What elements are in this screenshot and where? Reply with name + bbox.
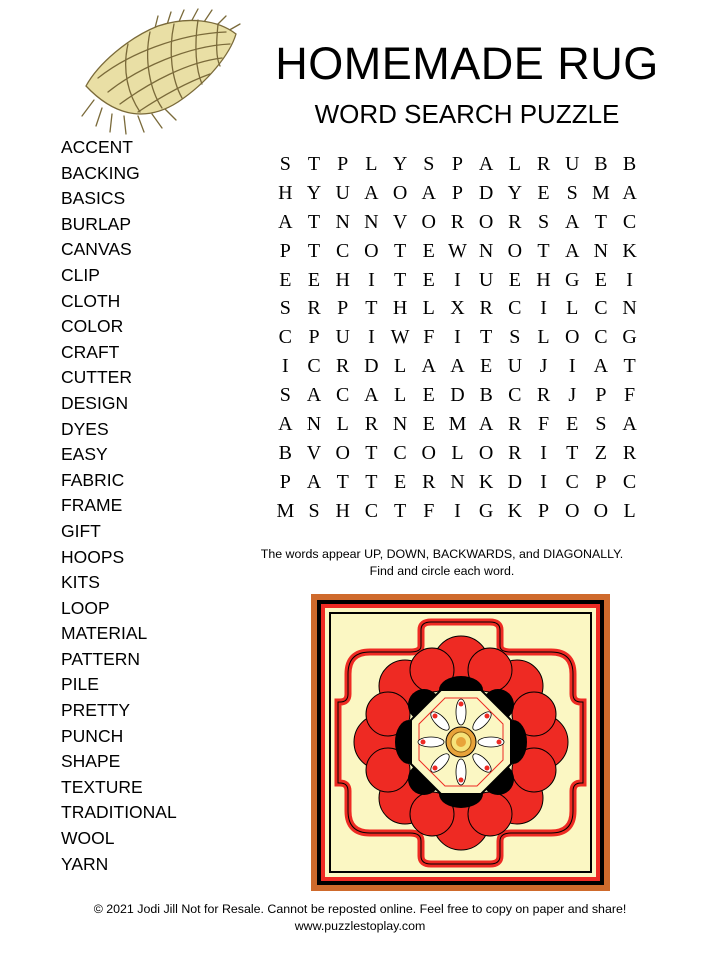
grid-cell: C: [594, 326, 608, 349]
grid-cell: E: [508, 268, 521, 291]
grid-cell: C: [508, 384, 522, 407]
grid-cell: Z: [594, 441, 608, 464]
grid-cell: A: [622, 413, 637, 436]
grid-cell: C: [278, 326, 293, 349]
grid-cell: C: [594, 297, 608, 320]
grid-cell: D: [507, 470, 523, 493]
grid-cell: T: [566, 441, 579, 464]
grid-cell: C: [336, 239, 350, 262]
grid-cell: N: [478, 239, 494, 262]
grid-cell: E: [594, 268, 608, 291]
footer-url: www.puzzlestoplay.com: [294, 919, 426, 933]
grid-cell: P: [451, 153, 464, 175]
grid-cell: L: [566, 297, 579, 320]
grid-row: [271, 497, 644, 526]
word-list-item: WOOL: [61, 828, 115, 849]
word-list-item: YARN: [61, 853, 109, 874]
grid-cell: A: [564, 239, 580, 262]
grid-cell: O: [392, 181, 408, 204]
grid-cell: A: [593, 355, 609, 378]
grid-cell: I: [540, 441, 547, 464]
page-subtitle: WORD SEARCH PUZZLE: [314, 99, 620, 129]
grid-cell: H: [536, 268, 551, 291]
grid-cell: X: [450, 297, 465, 320]
grid-cell: M: [592, 181, 610, 204]
word-list-item: KITS: [61, 572, 100, 593]
grid-cell: E: [307, 268, 321, 291]
grid-cell: R: [536, 153, 551, 175]
word-list-item: SHAPE: [61, 751, 121, 772]
grid-cell: J: [539, 355, 548, 378]
grid-cell: H: [335, 268, 350, 291]
grid-cell: A: [278, 413, 293, 436]
grid-cell: O: [335, 441, 350, 464]
grid-cell: V: [306, 441, 322, 464]
grid-cell: R: [508, 441, 522, 464]
word-list-item: COLOR: [61, 316, 124, 337]
grid-cell: T: [307, 239, 321, 262]
grid-cell: S: [423, 153, 435, 175]
grid-cell: N: [392, 413, 408, 436]
grid-cell: P: [451, 181, 464, 204]
grid-cell: P: [337, 153, 349, 175]
grid-cell: H: [392, 297, 408, 320]
word-list-item: PATTERN: [61, 648, 141, 669]
grid-cell: E: [393, 470, 407, 493]
grid-cell: P: [595, 470, 607, 493]
grid-cell: T: [336, 470, 349, 493]
grid-cell: N: [364, 210, 379, 233]
word-list-item: MATERIAL: [61, 623, 148, 644]
grid-cell: F: [423, 326, 435, 349]
grid-cell: P: [308, 326, 320, 349]
grid-cell: A: [564, 210, 580, 233]
grid-cell: G: [622, 326, 637, 349]
word-list-item: DESIGN: [61, 392, 129, 413]
grid-cell: D: [450, 384, 465, 407]
word-list-item: ACCENT: [61, 137, 133, 157]
grid-cell: G: [478, 499, 494, 522]
grid-cell: C: [622, 470, 637, 493]
grid-cell: G: [564, 268, 580, 291]
letter-grid: [271, 150, 644, 526]
grid-cell: L: [623, 499, 636, 522]
grid-cell: R: [364, 413, 379, 436]
grid-cell: B: [479, 384, 493, 407]
grid-row: [271, 179, 644, 208]
grid-cell: N: [306, 413, 322, 436]
grid-cell: B: [594, 153, 608, 175]
grid-cell: P: [279, 470, 291, 493]
grid-cell: Y: [507, 181, 523, 204]
grid-cell: U: [335, 326, 350, 349]
grid-cell: E: [566, 413, 579, 436]
grid-cell: H: [278, 181, 293, 204]
grid-cell: U: [478, 268, 494, 291]
grid-cell: I: [626, 268, 633, 291]
grid-cell: E: [422, 384, 435, 407]
grid-cell: K: [507, 499, 523, 522]
grid-cell: S: [566, 181, 578, 204]
footer-copyright: © 2021 Jodi Jill Not for Resale. Cannot be reposted online. Feel free to copy on paper and share!: [93, 902, 627, 916]
word-list-item: GIFT: [61, 520, 101, 541]
grid-cell: S: [279, 297, 291, 320]
word-list: [61, 135, 177, 877]
grid-cell: I: [368, 268, 375, 291]
grid-cell: U: [507, 355, 523, 378]
grid-cell: I: [454, 499, 461, 522]
grid-cell: E: [422, 268, 435, 291]
grid-cell: O: [564, 326, 580, 349]
word-list-item: PILE: [61, 674, 99, 695]
grid-cell: N: [622, 297, 637, 320]
grid-cell: R: [450, 210, 465, 233]
grid-cell: K: [622, 239, 637, 262]
grid-cell: T: [365, 441, 378, 464]
grid-row: [271, 410, 644, 439]
grid-cell: P: [279, 239, 291, 262]
grid-row: [271, 294, 644, 323]
word-list-item: DYES: [61, 418, 109, 439]
grid-row: [271, 381, 644, 410]
grid-cell: T: [594, 210, 608, 233]
word-list-item: FRAME: [61, 495, 123, 516]
word-list-item: CRAFT: [61, 341, 120, 362]
grid-cell: R: [422, 470, 436, 493]
grid-cell: O: [507, 239, 523, 262]
grid-cell: C: [622, 210, 637, 233]
grid-cell: R: [622, 441, 637, 464]
grid-cell: T: [365, 297, 378, 320]
word-list-item: PRETTY: [61, 700, 131, 721]
word-list-item: HOOPS: [61, 546, 125, 567]
grid-cell: L: [508, 153, 521, 175]
word-list-item: CLIP: [61, 264, 100, 285]
word-list-item: EASY: [61, 444, 108, 465]
grid-cell: P: [337, 297, 349, 320]
grid-cell: Y: [392, 153, 408, 175]
grid-row: [271, 266, 644, 295]
grid-cell: O: [478, 441, 494, 464]
grid-cell: U: [335, 181, 350, 204]
word-list-item: BACKING: [61, 162, 140, 183]
grid-cell: C: [393, 441, 407, 464]
grid-cell: D: [364, 355, 379, 378]
grid-cell: S: [279, 153, 291, 175]
grid-cell: O: [364, 239, 379, 262]
grid-cell: A: [306, 384, 322, 407]
grid-cell: R: [479, 297, 493, 320]
grid-cell: I: [454, 268, 461, 291]
grid-cell: C: [364, 499, 379, 522]
word-list-item: FABRIC: [61, 469, 125, 490]
grid-cell: T: [393, 268, 407, 291]
grid-cell: E: [422, 239, 435, 262]
grid-cell: T: [393, 239, 407, 262]
grid-cell: R: [536, 384, 551, 407]
word-list-item: CUTTER: [61, 367, 132, 388]
instructions-line-1: The words appear UP, DOWN, BACKWARDS, and DIAGONALLY.: [260, 547, 624, 561]
grid-cell: A: [278, 210, 293, 233]
grid-cell: S: [279, 384, 291, 407]
grid-cell: I: [540, 297, 547, 320]
grid-cell: J: [568, 384, 577, 407]
grid-cell: T: [537, 239, 550, 262]
page-title: HOMEMADE RUG: [275, 38, 659, 89]
word-list-item: TRADITIONAL: [61, 802, 177, 823]
grid-cell: I: [368, 326, 375, 349]
grid-cell: T: [307, 210, 321, 233]
grid-cell: O: [421, 441, 436, 464]
grid-cell: T: [393, 499, 407, 522]
grid-cell: O: [421, 210, 436, 233]
grid-cell: N: [450, 470, 465, 493]
grid-cell: R: [508, 210, 522, 233]
grid-cell: L: [537, 326, 550, 349]
grid-row: [271, 323, 644, 352]
grid-cell: N: [593, 239, 609, 262]
grid-cell: L: [422, 297, 435, 320]
grid-cell: O: [478, 210, 494, 233]
grid-cell: T: [623, 355, 636, 378]
grid-cell: I: [282, 355, 289, 378]
grid-cell: B: [622, 153, 637, 175]
grid-cell: A: [450, 355, 465, 378]
grid-cell: A: [364, 384, 379, 407]
grid-cell: U: [564, 153, 580, 175]
grid-row: [271, 150, 644, 179]
grid-cell: S: [537, 210, 550, 233]
grid-cell: A: [306, 470, 322, 493]
grid-cell: A: [622, 181, 637, 204]
grid-cell: Y: [306, 181, 322, 204]
grid-cell: I: [454, 326, 461, 349]
grid-cell: O: [564, 499, 580, 522]
grid-cell: F: [624, 384, 636, 407]
grid-cell: P: [595, 384, 607, 407]
word-list-item: CLOTH: [61, 290, 121, 311]
grid-cell: A: [478, 153, 494, 175]
grid-cell: H: [335, 499, 350, 522]
grid-cell: F: [537, 413, 550, 436]
grid-row: [271, 208, 644, 237]
instructions-line-2: Find and circle each word.: [369, 564, 515, 578]
grid-cell: M: [276, 499, 295, 522]
grid-cell: M: [448, 413, 467, 436]
grid-cell: A: [364, 181, 379, 204]
grid-cell: L: [393, 384, 407, 407]
grid-cell: L: [451, 441, 464, 464]
grid-cell: B: [278, 441, 293, 464]
grid-row: [271, 439, 644, 468]
grid-cell: R: [336, 355, 350, 378]
grid-cell: C: [565, 470, 579, 493]
grid-cell: E: [422, 413, 435, 436]
grid-cell: L: [393, 355, 407, 378]
grid-cell: I: [540, 470, 547, 493]
grid-cell: E: [480, 355, 493, 378]
grid-cell: N: [335, 210, 350, 233]
grid-cell: K: [478, 470, 494, 493]
grid-cell: V: [392, 210, 408, 233]
woven-rug-illustration: [58, 4, 264, 136]
grid-cell: S: [595, 413, 607, 436]
grid-cell: L: [365, 153, 378, 175]
grid-cell: R: [508, 413, 522, 436]
grid-cell: E: [537, 181, 550, 204]
grid-cell: T: [480, 326, 493, 349]
grid-cell: C: [508, 297, 522, 320]
grid-cell: S: [509, 326, 521, 349]
grid-row: [271, 352, 644, 381]
grid-cell: W: [390, 326, 410, 349]
grid-cell: S: [308, 499, 320, 522]
word-list-item: LOOP: [61, 597, 110, 618]
word-list-item: BASICS: [61, 188, 126, 209]
word-list-item: TEXTURE: [61, 776, 143, 797]
word-list-item: BURLAP: [61, 213, 132, 234]
grid-cell: T: [307, 153, 321, 175]
grid-cell: W: [448, 239, 467, 262]
grid-cell: C: [307, 355, 321, 378]
grid-row: [271, 468, 644, 497]
grid-cell: A: [421, 181, 436, 204]
grid-cell: I: [568, 355, 576, 378]
grid-cell: C: [336, 384, 350, 407]
grid-cell: E: [279, 268, 292, 291]
mandala-rug-illustration: [311, 594, 610, 891]
word-list-item: PUNCH: [61, 725, 124, 746]
grid-cell: L: [336, 413, 349, 436]
grid-cell: T: [365, 470, 378, 493]
grid-cell: A: [421, 355, 436, 378]
grid-row: [271, 237, 644, 266]
grid-cell: P: [537, 499, 550, 522]
grid-cell: F: [423, 499, 435, 522]
grid-cell: A: [478, 413, 494, 436]
grid-cell: O: [593, 499, 609, 522]
instructions: [242, 546, 642, 580]
grid-cell: R: [307, 297, 321, 320]
word-list-item: CANVAS: [61, 239, 132, 260]
grid-cell: D: [478, 181, 494, 204]
